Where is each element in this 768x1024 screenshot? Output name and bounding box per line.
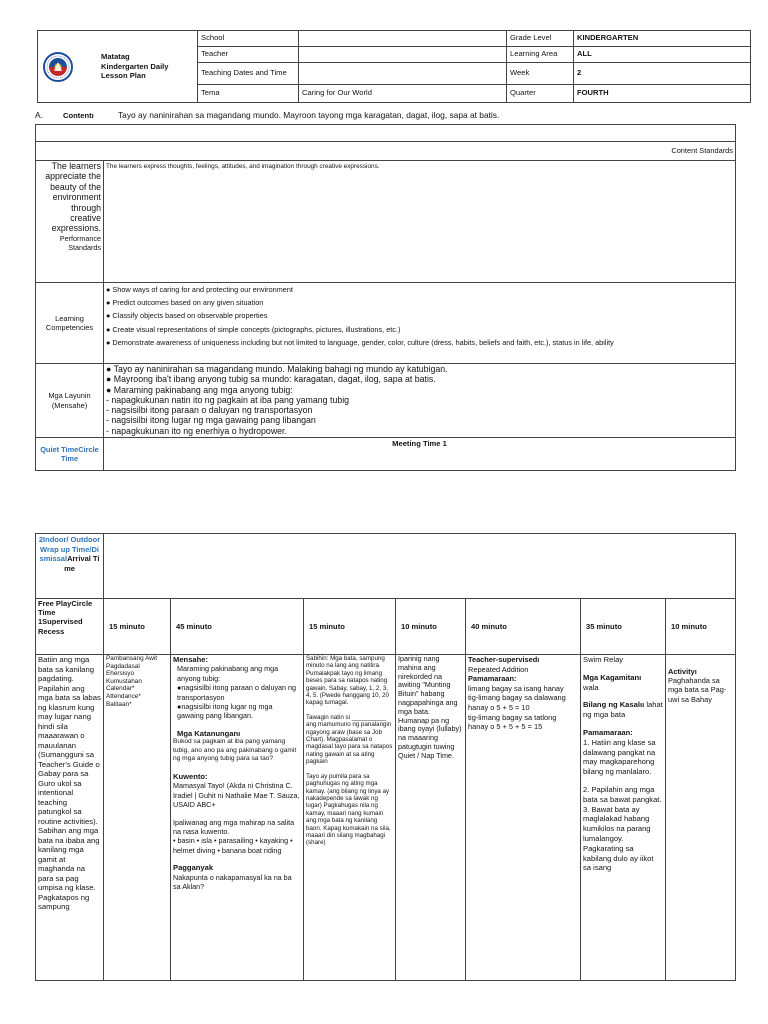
duration-quiet-time: 10 minuto bbox=[396, 599, 466, 655]
schedule-row-durations bbox=[36, 599, 736, 655]
game-content bbox=[583, 655, 663, 977]
activity-heading: Activityı bbox=[668, 667, 697, 676]
mensahe-heading: Mensahe: bbox=[173, 655, 209, 664]
recess-paragraph: Tawagin natin si __________ ang mamumuno ng panalangin ngayong araw (base sa Job Chart). Magpasalamat o magdasal tayo para sa natapos nating gawain at sa ating pagkain bbox=[306, 713, 393, 766]
field-label-school: School bbox=[198, 31, 299, 47]
list-item: Ehersisyo bbox=[106, 670, 135, 678]
list-item: ● Show ways of caring for and protecting our environment bbox=[106, 285, 293, 294]
math-content bbox=[468, 655, 578, 977]
field-label-week: Week bbox=[507, 63, 574, 85]
quiet-time-text: Iparinig nang mahina ang nirekorded na awiting "Munting Bituin" habang nagpapahinga ang mga bata. Humanap pa ng ibang oyayi (lullaby) na maaaring patugtugin tuwing Quiet / Nap Time. bbox=[398, 655, 462, 760]
title-line: Kindergarten Daily bbox=[101, 61, 169, 71]
duration-dismissal: 10 minuto bbox=[666, 599, 736, 655]
kasali-heading: Bilang ng Kasalıı bbox=[583, 700, 645, 710]
math-step: tig-limang bagay sa dalawang hanay o 5 + 5 = 10 bbox=[468, 693, 566, 712]
field-value-teaching-dates bbox=[299, 63, 507, 85]
list-item: - napagkukunan natin ito ng pagkain at iba pang yamang tubig bbox=[106, 394, 350, 405]
kuwento-heading: Kuwento: bbox=[173, 772, 208, 782]
list-item: ● Demonstrate awareness of uniqueness including but not limited to language, gender, color, culture (dress, habits, beliefs and faith, etc.), status in life, ability bbox=[106, 337, 614, 347]
duration-meeting: 45 minuto bbox=[171, 599, 304, 655]
layunin-cell bbox=[104, 364, 736, 438]
dismissal-content bbox=[668, 655, 733, 977]
deped-seal-icon bbox=[43, 52, 73, 82]
katanungan-heading: Mga Katanunganı bbox=[177, 728, 241, 738]
blank-cell bbox=[36, 125, 736, 142]
list-item: Attendance* bbox=[106, 692, 141, 700]
arrival-time-label: Arrival Time bbox=[64, 554, 100, 573]
mensahe-point: ●nagsisilbi itong lugar ng mga gawaing pang libangan. bbox=[177, 702, 273, 721]
math-step: tig-limang bagay sa tatlong hanay o 5 + 5 + 5 = 15 bbox=[468, 712, 557, 732]
recess-paragraph: Sabihin: Mga bata, sampung minuto na lang ang natitira. Pumalakpak tayo ng limang beses para sa natapos nating gawain. Sabay, sabay, 1, 2, 3, 4, 5. (Pwede hanggang 10, 20 kapag tumagal. bbox=[306, 655, 389, 707]
math-step: limang bagay sa isang hanay bbox=[468, 683, 564, 693]
field-value-grade-level: KINDERGARTEN bbox=[574, 31, 751, 47]
content-text: Tayo ay naninirahan sa magandang mundo. Mayroon tayong mga karagatan, dagat, ilog, sapa at batis. bbox=[118, 110, 500, 120]
duration-recess: 15 minuto bbox=[304, 599, 396, 655]
competencies-row bbox=[36, 283, 736, 364]
field-label-tema: Tema bbox=[198, 85, 299, 103]
brand-cell bbox=[38, 31, 198, 103]
kuwento-text: Mamasyal Tayo! (Akda ni Christina C. Iradiel | Guhit ni Nathalie Mae T. Sauza, USAID ABC+ bbox=[173, 781, 300, 810]
list-item: - nagsisilbi itong paraan o daluyan ng transportasyon bbox=[106, 405, 313, 416]
activity-text: Paghahanda sa mga bata sa Pag-uwi sa Bahay bbox=[668, 676, 727, 704]
field-label-learning-area: Learning Area bbox=[507, 47, 574, 63]
kasali-line bbox=[583, 700, 663, 720]
arrival-text: Batiin ang mga bata sa kanilang pagdating. Papilahin ang mga bata sa labas ng klasrum kung may lugar nang hindi sila maaarawan o mauulanan (Sumangguni sa Teacher's Guide o Gabay para sa Guro ukol sa intentional teaching patungkol sa routine activities). Sabihan ang mga bata na ibaba ang kanilang mga gamit at maghanda na para sa pag umpisa ng klase. Pagkatapos ng sampung bbox=[38, 655, 101, 911]
empty-cell bbox=[104, 534, 736, 599]
block-label-cell bbox=[36, 534, 104, 599]
field-label-grade-level: Grade Level bbox=[507, 31, 574, 47]
meeting-cell bbox=[171, 655, 304, 981]
list-item: ● Maraming pakinabang ang mga anyong tubig: bbox=[106, 384, 293, 395]
recess-content bbox=[306, 655, 393, 977]
performance-left-text: The learners appreciate the beauty of the environment through creative expressions. bbox=[45, 161, 101, 234]
math-cell bbox=[466, 655, 581, 981]
field-label-teaching-dates: Teaching Dates and Time bbox=[198, 63, 299, 85]
header-row-school bbox=[38, 31, 751, 47]
game-step: 2. Papilahin ang mga bata sa bawat pangkat. bbox=[583, 784, 662, 804]
arrival-cell bbox=[36, 655, 104, 981]
routine-cell bbox=[104, 655, 171, 981]
list-item: ● Create visual representations of simple concepts (pictographs, pictures, illustrations, etc.) bbox=[106, 324, 401, 334]
field-value-school bbox=[299, 31, 507, 47]
competencies-label: Learning Competencies bbox=[36, 283, 104, 364]
title-line: Matatag bbox=[101, 52, 130, 62]
field-value-teacher bbox=[299, 47, 507, 63]
game-title: Swim Relay bbox=[583, 655, 624, 664]
pagganyak-text: Nakapunta o nakapamasyal ka na ba sa Aklan? bbox=[173, 872, 292, 892]
game-step: 3. Bawat bata ay maglalakad habang kumikilos na parang lumalangoy. Pagkarating sa kabilang dulo ay iikot sa isang bbox=[583, 804, 654, 873]
game-step: 1. Hatiin ang klase sa dalawang pangkat na may magkaparehong bilang ng manlalaro. bbox=[583, 737, 656, 777]
wrap-up-dismissal-label: 2Indoor/ OutdoorWrap up Time/Dismissal bbox=[38, 535, 101, 564]
layunin-label: Mga Layunin (Mensahe) bbox=[36, 364, 104, 438]
performance-left-cell bbox=[36, 161, 104, 283]
mensahe-intro: Maraming pakinabang ang mga anyong tubig: bbox=[177, 664, 279, 683]
recess-paragraph: Tayo ay pumila para sa paghuhugas ng ating mga kamay. (ang bilang ng linya ay nakadepende sa lawak ng lugar) Pagkahugas nila ng kamay, maaari nang kumain ang mga bata ng kanilang baon. Kapag kumakain na sila, maaari din silang magbahagi (share) bbox=[306, 772, 391, 847]
performance-right-text: The learners express thoughts, feelings, attitudes, and imagination through creative expressions. bbox=[106, 163, 380, 170]
list-item: ● Mayroong iba't ibang anyong tubig sa mundo: karagatan, dagat, ilog, sapa at batis. bbox=[106, 374, 436, 385]
list-item: Calendar* bbox=[106, 685, 135, 693]
document-title bbox=[101, 52, 169, 81]
section-marker: A. bbox=[35, 110, 43, 120]
pagganyak-heading: Pagganyak bbox=[173, 863, 214, 873]
blank-row bbox=[36, 125, 736, 142]
standards-table bbox=[35, 124, 736, 471]
routine-list bbox=[106, 655, 168, 977]
meeting-content bbox=[173, 655, 301, 977]
schedule-row-activities bbox=[36, 655, 736, 981]
free-play-recess-label: Free PlayCircle Time 1Supervised Recess bbox=[36, 599, 104, 655]
schedule-row-labels bbox=[36, 534, 736, 599]
content-standards-label: Content Standards bbox=[671, 146, 733, 155]
list-item: ● Classify objects based on observable properties bbox=[106, 311, 268, 321]
list-item: Pambansang Awit bbox=[106, 655, 158, 662]
kagamitan-value: wala bbox=[583, 682, 599, 692]
math-steps-heading: Pamamaraan: bbox=[468, 674, 517, 684]
content-label: Contentı bbox=[63, 111, 94, 120]
performance-right-cell bbox=[104, 161, 736, 283]
vocabulary-words: • basin • isla • parasailing • kayaking • helmet diving • banana boat riding bbox=[173, 836, 293, 855]
kasali-value: lahat ng mga bata bbox=[583, 700, 663, 720]
field-value-tema: Caring for Our World bbox=[299, 85, 507, 103]
lesson-plan-header bbox=[37, 30, 751, 103]
teacher-supervised-heading: Teacher-supervisedı bbox=[468, 655, 540, 664]
competencies-cell bbox=[104, 283, 736, 364]
content-line bbox=[35, 110, 499, 120]
quiet-circle-time-label: Quiet TimeCircle Time bbox=[36, 438, 104, 471]
meeting-time-title: Meeting Time 1 bbox=[104, 438, 736, 471]
performance-standards-row bbox=[36, 161, 736, 283]
field-label-teacher: Teacher bbox=[198, 47, 299, 63]
duration-game: 35 minuto bbox=[581, 599, 666, 655]
competencies-list bbox=[106, 283, 733, 362]
list-item: - nagsisilbi itong lugar ng mga gawaing pang libangan bbox=[106, 415, 316, 426]
math-topic: Repeated Addition bbox=[468, 664, 529, 674]
field-label-quarter: Quarter bbox=[507, 85, 574, 103]
dismissal-cell bbox=[666, 655, 736, 981]
field-value-quarter: FOURTH bbox=[574, 85, 751, 103]
kagamitan-heading: Mga Kagamitanı bbox=[583, 672, 642, 682]
field-value-learning-area: ALL bbox=[574, 47, 751, 63]
layunin-list bbox=[106, 364, 733, 436]
list-item: ● Tayo ay naninirahan sa magandang mundo. Malaking bahagi ng mundo ay katubigan. bbox=[106, 364, 448, 374]
game-cell bbox=[581, 655, 666, 981]
performance-standards-label: Performance Standards bbox=[59, 233, 101, 252]
katanungan-text: Bukod sa pagkain at iba pang yamang tubig, ano ano pa ang pakinabang o gamit ng mga anyong tubig para sa tao? bbox=[173, 738, 297, 763]
game-steps-heading: Pamamaraan: bbox=[583, 727, 633, 737]
list-item: - napagkukunan ito ng enerhiya o hydropower. bbox=[106, 425, 287, 436]
list-item: Pagdadasal bbox=[106, 662, 140, 670]
duration-arrival: 15 minuto bbox=[104, 599, 171, 655]
list-item: ● Predict outcomes based on any given situation bbox=[106, 298, 264, 308]
list-item: Balitaan* bbox=[106, 700, 132, 708]
quiet-time-cell bbox=[396, 655, 466, 981]
meeting-row bbox=[36, 438, 736, 471]
duration-math: 40 minuto bbox=[466, 599, 581, 655]
title-line: Lesson Plan bbox=[101, 71, 146, 81]
recess-cell bbox=[304, 655, 396, 981]
mensahe-point: ●nagsisilbi itong paraan o daluyan ng transportasyon bbox=[177, 683, 297, 702]
list-item: Kumustahan bbox=[106, 677, 142, 685]
content-standards-cell bbox=[36, 142, 736, 161]
paliwanag-text: Ipaliwanag ang mga mahirap na salita na nasa kuwento. bbox=[173, 817, 295, 837]
field-value-week: 2 bbox=[574, 63, 751, 85]
layunin-row bbox=[36, 364, 736, 438]
schedule-table bbox=[35, 533, 736, 981]
content-standards-row bbox=[36, 142, 736, 161]
